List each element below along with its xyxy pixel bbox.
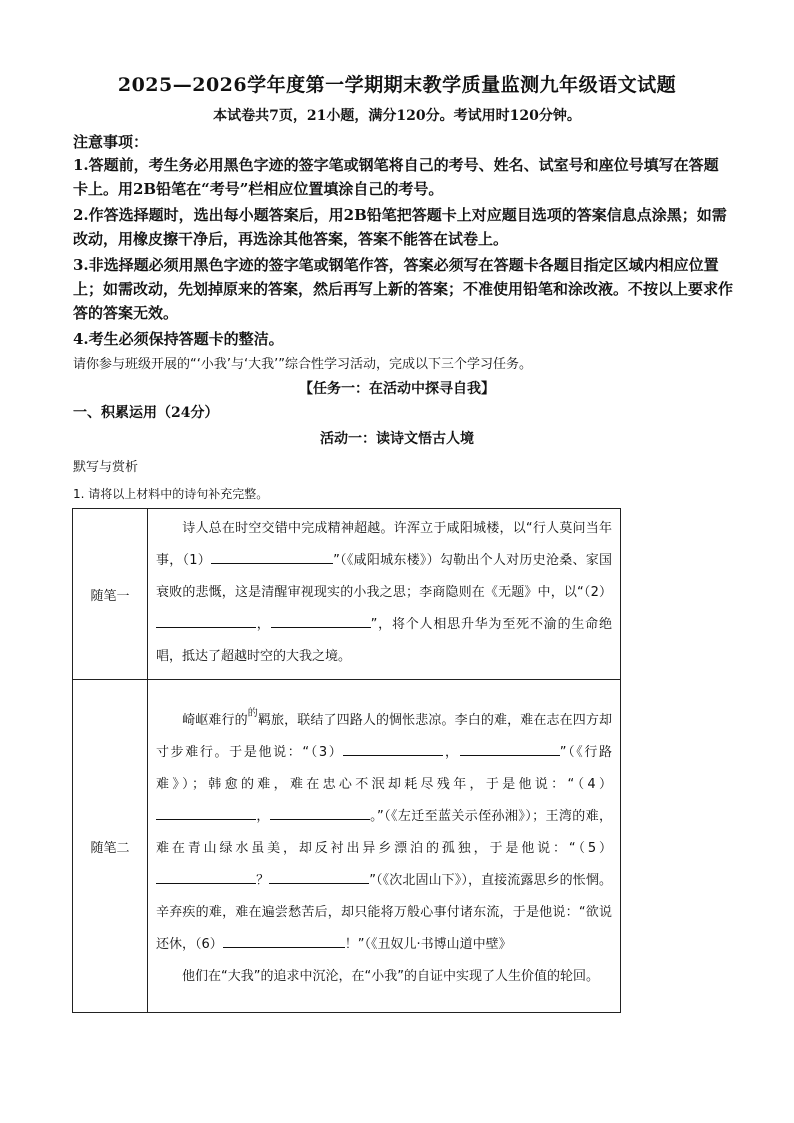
comma: ， (443, 744, 460, 760)
answer-blank-4a[interactable] (156, 805, 256, 820)
exclamation-mark: ！ (344, 936, 358, 952)
answer-blank-1[interactable] (211, 549, 333, 564)
answer-blank-4b[interactable] (270, 805, 370, 820)
answer-blank-5a[interactable] (156, 869, 256, 884)
answer-blank-2b[interactable] (271, 613, 371, 628)
essay-table (72, 508, 621, 1013)
task-heading: 【任务一：在活动中探寻自我】 (299, 381, 495, 397)
superscript-char: 的 (247, 707, 258, 719)
exam-title: 2025—2026学年度第一学期期末教学质量监测九年级语文试题 (117, 74, 677, 96)
comma: ， (256, 808, 270, 824)
answer-blank-2a[interactable] (156, 613, 256, 628)
question-1: 1. 请将以上材料中的诗句补充完整。 (73, 487, 269, 501)
answer-blank-5b[interactable] (269, 869, 369, 884)
notice-item-3: 3.非选择题必须用黑色字迹的签字笔或钢笔作答，答案必须写在答题卡各题目指定区域内相应位置上；如需改动，先划掉原来的答案，然后再写上新的答案；不准使用铅笔和涂改液。不按以上要求作答的答案无效。 (73, 256, 734, 322)
table-row (73, 680, 621, 1013)
notice-heading: 注意事项： (73, 133, 149, 151)
essay-1-body (148, 509, 621, 680)
section-heading: 一、积累运用（24分） (73, 405, 219, 421)
essay-2-text-5: ”（《丑奴儿·书博山道中壁》 (357, 936, 512, 952)
essay-2-text-3: 。”（《左迁至蓝关示侄孙湘》）；王湾的难，难在青山绿水虽美，却反衬出异乡漂泊的孤独，于是他说：“（5） (156, 808, 612, 856)
answer-blank-3a[interactable] (343, 741, 443, 756)
exam-subtitle: 本试卷共7页，21小题，满分120分。考试用时120分钟。 (213, 108, 581, 124)
notice-item-1: 1.答题前，考生务必用黑色字迹的签字笔或钢笔将自己的考号、姓名、试室号和座位号填写在答题卡上。用2B铅笔在“考号”栏相应位置填涂自己的考号。 (73, 156, 719, 198)
essay-1-text-2: ”（《咸阳城东楼》）勾勒出个人对历史沧桑、家国衰败的悲慨，这是清醒审视现实的小我之思；李商隐则在《无题》中，以“（2） (156, 553, 612, 600)
activity-intro: 请你参与班级开展的“‘小我’与‘大我’”综合性学习活动，完成以下三个学习任务。 (73, 357, 532, 372)
essay-2-text-1: 崎岖难行的 (182, 712, 248, 728)
essay-2-body (148, 680, 621, 1013)
notice-item-4: 4.考生必须保持答题卡的整洁。 (73, 330, 284, 348)
essay-2-text-4: ”（《次北固山下》），直接流露思乡的怅惘。辛弃疾的难，难在遍尝愁苦后，却只能将万般心事付诸东流，于是他说：“欲说还休，（6） (156, 872, 612, 952)
comma: ， (256, 617, 271, 632)
answer-blank-6[interactable] (223, 933, 345, 948)
question-mark: ？ (256, 872, 270, 888)
essay-1-label: 随笔一 (73, 509, 148, 680)
answer-blank-3b[interactable] (460, 741, 560, 756)
essay-2-text-1b: 羁旅，联结了四路人的惆怅悲凉。李白的难，难在志在四方却寸步难行。于是他说：“（3） (156, 712, 612, 760)
sub-heading: 默写与赏析 (73, 460, 139, 475)
essay-1-text-1: 诗人总在时空交错中完成精神超越。许浑立于咸阳城楼，以“行人莫问当年事，（1） (156, 521, 612, 568)
essay-2-text-2: ”（《行路难》）；韩愈的难，难在忠心不泯却耗尽残年，于是他说：“（4） (156, 744, 612, 792)
essay-1-text-3: ”，将个人相思升华为至死不渝的生命绝唱，抵达了超越时空的大我之境。 (156, 617, 612, 664)
essay-2-text-6: 他们在“大我”的追求中沉沦，在“小我”的自证中实现了人生价值的轮回。 (182, 968, 599, 984)
notice-item-2: 2.作答选择题时，选出每小题答案后，用2B铅笔把答题卡上对应题目选项的答案信息点涂黑；如需改动，用橡皮擦干净后，再选涂其他答案，答案不能答在试卷上。 (73, 206, 727, 248)
essay-2-label: 随笔二 (73, 680, 148, 1013)
table-row (73, 509, 621, 680)
activity-heading: 活动一：读诗文悟古人境 (320, 431, 474, 447)
